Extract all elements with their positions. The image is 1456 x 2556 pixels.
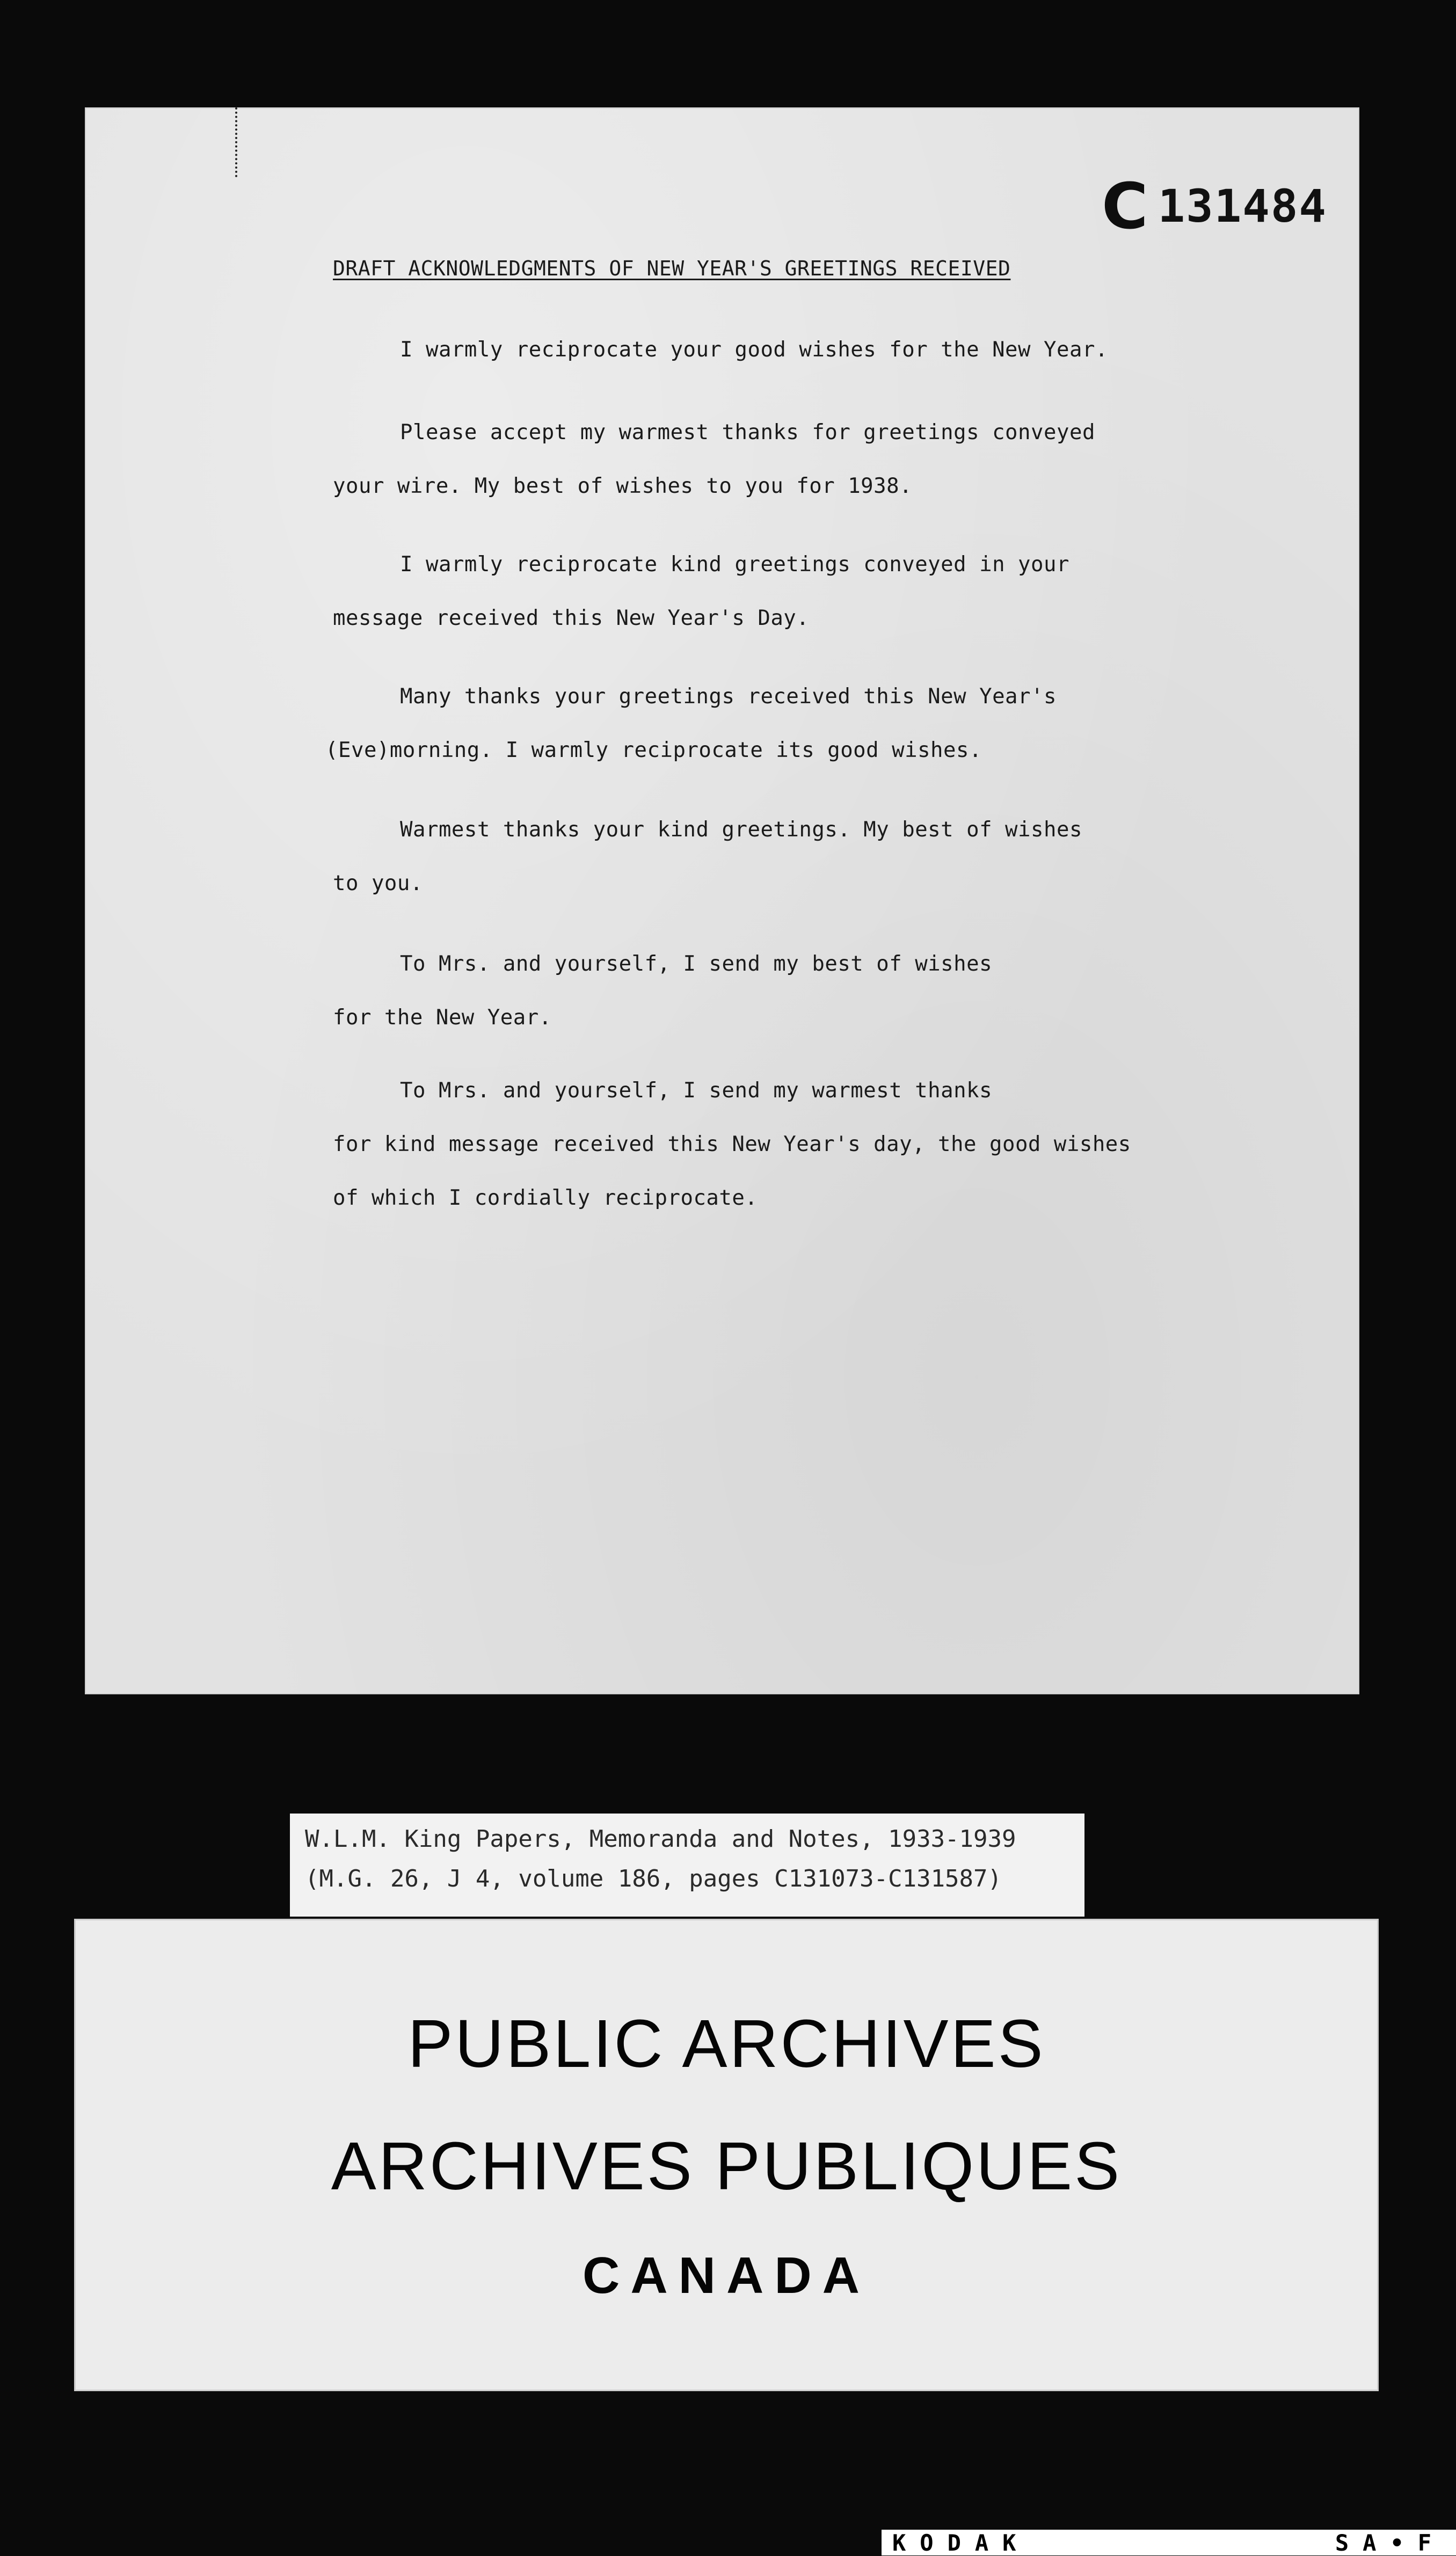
document-heading: DRAFT ACKNOWLEDGMENTS OF NEW YEAR'S GREETINGS RECEIVED (333, 257, 1011, 280)
text-line: for the New Year. (333, 1006, 552, 1030)
archives-line-french: ARCHIVES PUBLIQUES (331, 2128, 1122, 2204)
text-line: to you. (333, 871, 423, 895)
text-line: Please accept my warmest thanks for greetings conveyed (400, 420, 1095, 445)
control-digits: 131484 (1157, 180, 1327, 232)
text-line: To Mrs. and yourself, I send my best of wishes (400, 952, 993, 976)
citation-label (290, 1814, 1084, 1917)
text-line: of which I cordially reciprocate. (333, 1186, 758, 1210)
archives-card (74, 1919, 1379, 2391)
kodak-text: KODAK (892, 2529, 1030, 2556)
text-line: your wire. My best of wishes to you for 1938. (333, 474, 913, 498)
text-line: message received this New Year's Day. (333, 606, 810, 630)
text-line: Many thanks your greetings received this New Year's (400, 684, 1057, 709)
text-line: for kind message received this New Year's day, the good wishes (333, 1132, 1131, 1156)
archives-line-english: PUBLIC ARCHIVES (407, 2006, 1045, 2081)
text-line: To Mrs. and yourself, I send my warmest thanks (400, 1079, 993, 1103)
text-line: I warmly reciprocate kind greetings conveyed in your (400, 552, 1069, 577)
control-prefix: C (1101, 169, 1148, 243)
citation-line-2: (M.G. 26, J 4, volume 186, pages C131073-C131587) (305, 1865, 1002, 1892)
punch-marks (235, 107, 242, 177)
archives-line-country: CANADA (583, 2247, 870, 2304)
film-edge-strip (882, 2530, 1456, 2555)
control-number (1101, 169, 1327, 243)
safety-text: SA•F (1335, 2529, 1445, 2556)
text-line: I warmly reciprocate your good wishes for the New Year. (400, 338, 1108, 362)
text-line: Warmest thanks your kind greetings. My best of wishes (400, 818, 1082, 842)
citation-line-1: W.L.M. King Papers, Memoranda and Notes, 1933-1939 (305, 1825, 1016, 1853)
text-line: (Eve)morning. I warmly reciprocate its good wishes. (325, 738, 982, 762)
